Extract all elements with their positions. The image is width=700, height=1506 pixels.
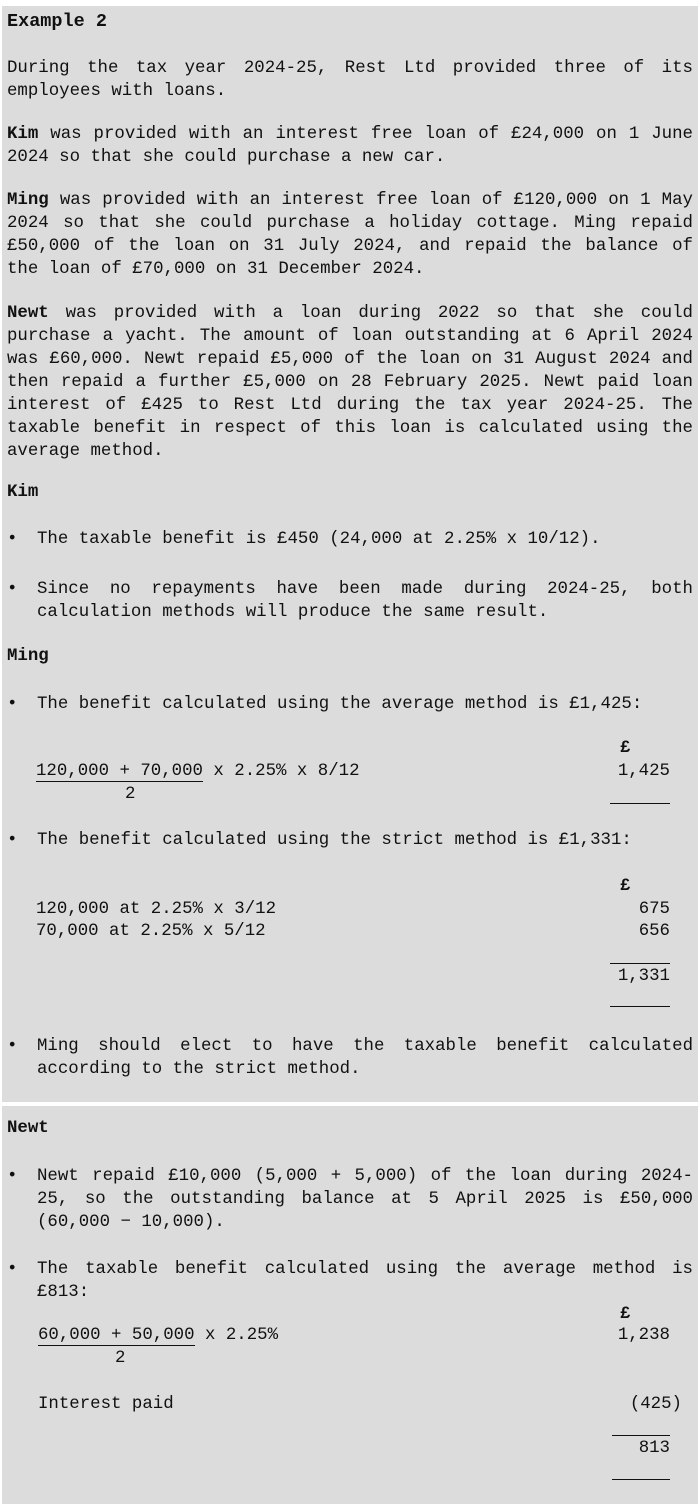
ming-paragraph	[7, 189, 693, 281]
newt-description: was provided with a loan during 2022 so that she could purchase a yacht. The amount of loan outstanding at 6 April 2024 was £60,000. Newt repaid £5,000 of the loan on 31 August 2024 and then repaid a further £5,000 on 28 February 2025. Newt paid loan interest of £425 to Rest Ltd during the tax year 2024-25. The taxable benefit in respect of this loan is calculated using the average method.	[7, 304, 693, 461]
ming-strict-value-2: 656	[638, 922, 670, 941]
example-title: Example 2	[7, 11, 107, 32]
newt-avg-numerator: 60,000 + 50,000	[38, 1326, 195, 1345]
kim-description: was provided with an interest free loan of £24,000 on 1 June 2024 so that she could purchase a new car.	[7, 125, 693, 167]
pound-header: £	[620, 1305, 631, 1324]
newt-avg-formula	[38, 1324, 278, 1347]
bullet: •	[7, 1167, 18, 1186]
bullet: •	[7, 831, 18, 850]
ming-strict-line-1: 120,000 at 2.25% x 3/12	[36, 900, 277, 919]
ming-avg-formula	[36, 760, 360, 783]
ming-name: Ming	[7, 191, 49, 210]
bullet: •	[7, 1037, 18, 1056]
newt-heading: Newt	[7, 1119, 49, 1138]
ming-strict-value-1: 675	[638, 900, 670, 919]
newt-paragraph	[7, 302, 693, 463]
bullet: •	[7, 1260, 18, 1279]
ming-strict-total: 1,331	[617, 967, 670, 986]
bullet: •	[7, 530, 18, 549]
kim-bullet-2: Since no repayments have been made during 2024-25, both calculation methods will produce the same result.	[37, 580, 693, 622]
pound-header: £	[620, 877, 631, 896]
newt-interest-value: (425)	[629, 1395, 682, 1414]
ming-bullet-1: The benefit calculated using the average method is £1,425:	[37, 695, 643, 714]
kim-name: Kim	[7, 125, 39, 144]
ming-bullet-3: Ming should elect to have the taxable benefit calculated according to the strict method.	[37, 1037, 693, 1079]
ming-strict-line-2: 70,000 at 2.25% x 5/12	[36, 922, 266, 941]
bullet: •	[7, 580, 18, 599]
newt-interest-label: Interest paid	[38, 1395, 174, 1414]
newt-total: 813	[638, 1439, 670, 1458]
kim-heading: Kim	[7, 483, 39, 502]
total-rule	[612, 1479, 670, 1480]
subtotal-rule	[610, 963, 670, 964]
ming-avg-denominator: 2	[125, 785, 136, 804]
ming-heading: Ming	[7, 647, 49, 666]
newt-avg-rest: x 2.25%	[194, 1326, 279, 1345]
total-rule	[610, 803, 670, 804]
bullet: •	[7, 695, 18, 714]
ming-avg-rest: x 2.25% x 8/12	[202, 762, 360, 781]
newt-avg-result: 1,238	[617, 1326, 670, 1345]
pound-header: £	[620, 739, 631, 758]
subtotal-rule	[612, 1435, 670, 1436]
newt-avg-denominator: 2	[115, 1349, 126, 1368]
ming-description: was provided with an interest free loan of £120,000 on 1 May 2024 so that she could purchase a holiday cottage. Ming repaid £50,000 of the loan on 31 July 2024, and repaid the balance of the loan of £70,000 on 31 December 2024.	[7, 191, 693, 279]
kim-bullet-1: The taxable benefit is £450 (24,000 at 2.25% x 10/12).	[37, 530, 601, 549]
kim-paragraph	[7, 123, 693, 169]
ming-bullet-2: The benefit calculated using the strict method is £1,331:	[37, 831, 632, 850]
newt-bullet-1: Newt repaid £10,000 (5,000 + 5,000) of the loan during 2024-25, so the outstanding balance at 5 April 2025 is £50,000 (60,000 − 10,000).	[37, 1167, 693, 1232]
ming-avg-numerator: 120,000 + 70,000	[36, 762, 203, 781]
total-rule	[610, 1006, 670, 1007]
newt-name: Newt	[7, 304, 49, 323]
ming-avg-result: 1,425	[617, 762, 670, 781]
intro-paragraph: During the tax year 2024-25, Rest Ltd provided three of its employees with loans.	[7, 59, 693, 101]
newt-bullet-2: The taxable benefit calculated using the average method is £813:	[37, 1260, 693, 1302]
